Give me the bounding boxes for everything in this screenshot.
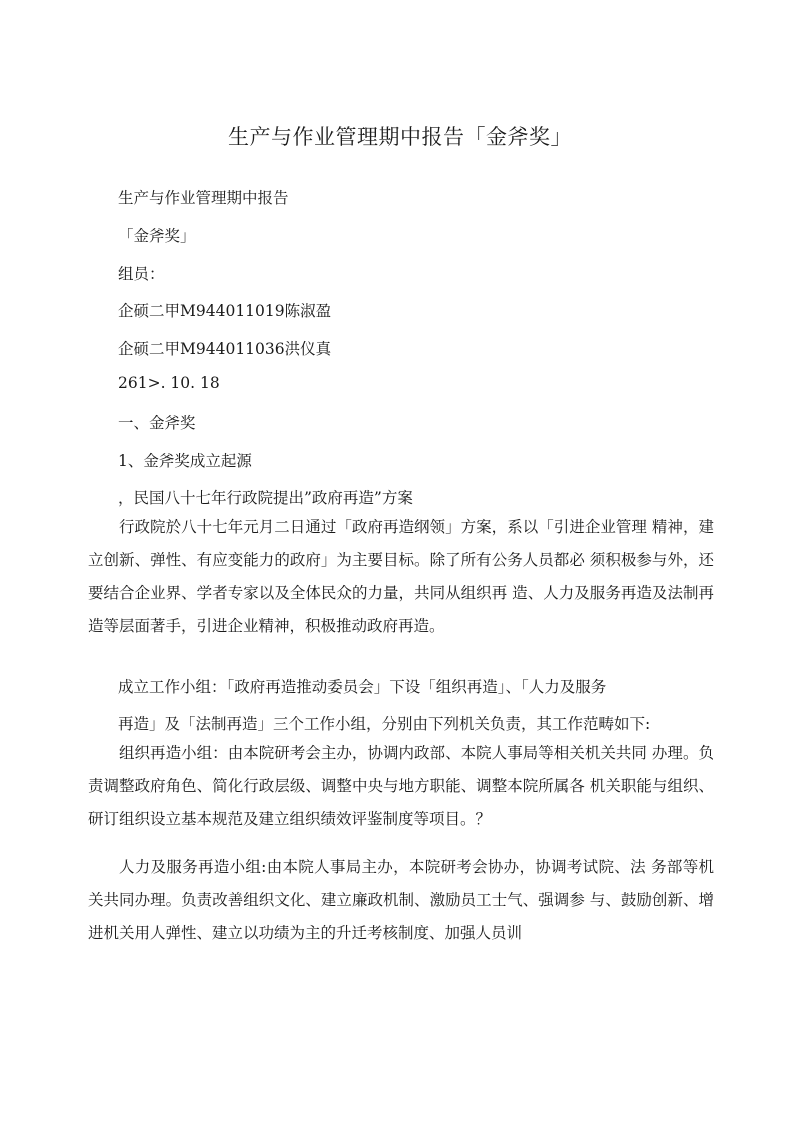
paragraph-reform-program: 行政院於八十七年元月二日通过「政府再造纲领」方案，系以「引进企业管理 精神，建立创新、弹性、有应变能力的政府」为主要目标。除了所有公务人员都必 须积极参与外，还要结合企业界、学者专家以及全体民众的力量，共同从组织再 造、人力及服务再造及法制再造等层面著手，引进企业精神，积极推动政府再造。: [88, 518, 714, 635]
paragraph-organization-group: 组织再造小组：由本院研考会主办，协调内政部、本院人事局等相关机关共同 办理。负责调整政府角色、简化行政层级、调整中央与地方职能、调整本院所属各 机关职能与组织、研订组织设立基本规范及建立组织绩效评鉴制度等项目。？: [88, 744, 714, 828]
members-label: 组员：: [118, 265, 165, 283]
origin-line: ，民国八十七年行政院提出”政府再造”方案: [118, 489, 413, 507]
report-date: 261>. 10. 18: [118, 374, 220, 392]
member-2: 企硕二甲M944011036洪仪真: [118, 340, 332, 358]
cover-subtitle: 生产与作业管理期中报告: [118, 189, 289, 207]
member-1: 企硕二甲M944011019陈淑盈: [118, 302, 332, 320]
cover-award-name: 「金斧奖」: [118, 227, 196, 245]
document-title: 生产与作业管理期中报告「金斧奖」: [228, 125, 572, 149]
working-group-line-1: 成立工作小组：「政府再造推动委员会」下设「组织再造」、「人力及服务: [118, 678, 607, 696]
subsection-heading: 1、金斧奖成立起源: [118, 452, 252, 470]
paragraph-manpower-group: 人力及服务再造小组:由本院人事局主办，本院研考会协办，协调考试院、法 务部等机关共同办理。负责改善组织文化、建立廉政机制、激励员工士气、强调参 与、鼓励创新、增进机关用人弹性、建立以功绩为主的升迁考核制度、加强人员训: [88, 858, 714, 942]
section-heading: 一、金斧奖: [118, 414, 196, 432]
working-group-line-2: 再造」及「法制再造」三个工作小组，分别由下列机关负责，其工作范畴如下:: [118, 715, 651, 733]
